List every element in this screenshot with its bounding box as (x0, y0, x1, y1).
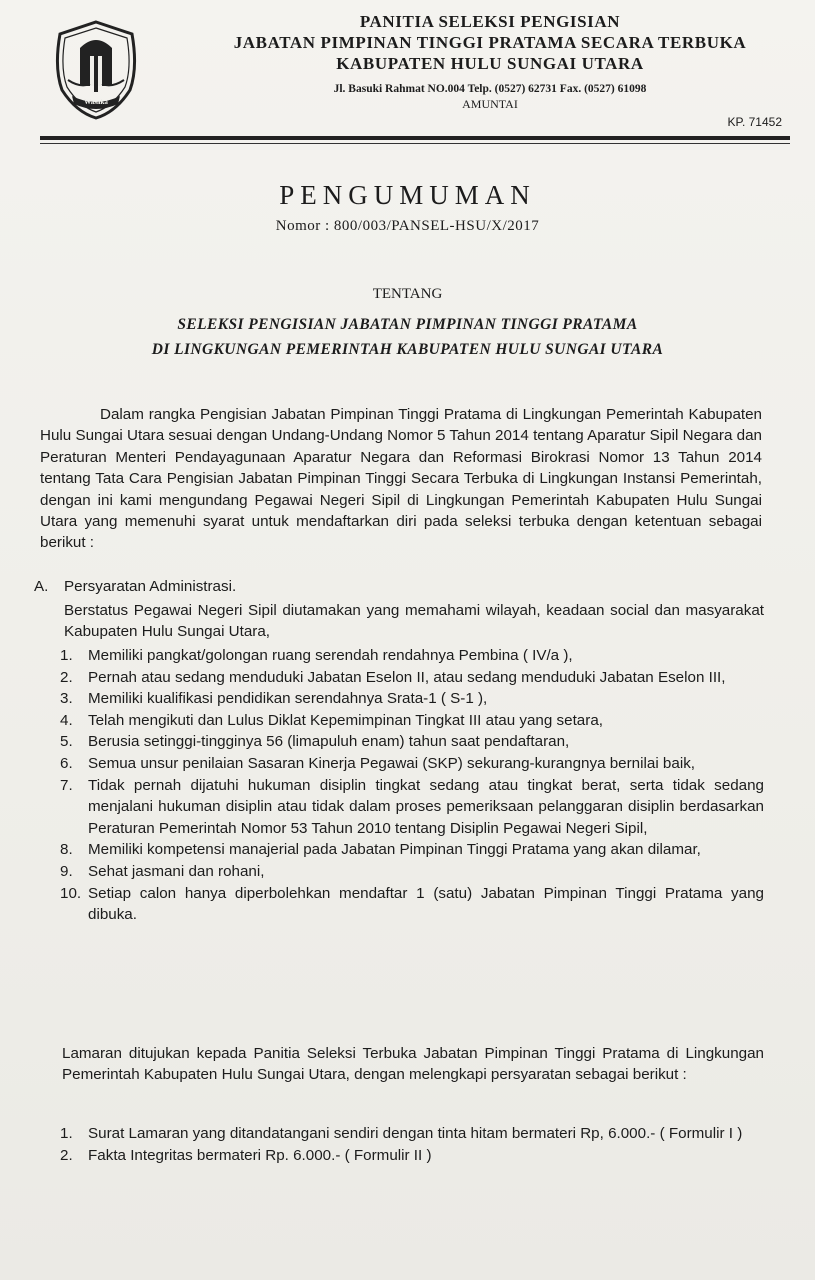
list-item-text: Pernah atau sedang menduduki Jabatan Eselon II, atau sedang menduduki Jabatan Eselon III, (88, 668, 726, 686)
list-item-number: 8. (60, 841, 73, 859)
list-item-text: Memiliki kompetensi manajerial pada Jabatan Pimpinan Tinggi Pratama yang akan dilamar, (88, 841, 701, 859)
subject-line-2: DI LINGKUNGAN PEMERINTAH KABUPATEN HULU SUNGAI UTARA (151, 341, 664, 358)
list-item (60, 710, 764, 732)
list-item-number: 4. (60, 711, 73, 729)
list-item (60, 775, 764, 840)
list-item-number: 10. (60, 884, 82, 902)
requirements-list (60, 645, 764, 926)
list-item-text: Telah mengikuti dan Lulus Diklat Kepemimpinan Tingkat III atau yang setara, (88, 711, 603, 729)
list-item-number: 3. (60, 690, 73, 708)
list-item (60, 861, 764, 883)
list-item-text: Surat Lamaran yang ditandatangani sendiri dengan tinta hitam bermateri Rp, 6.000.- ( Formulir I ) (88, 1125, 743, 1142)
application-requirements-list (60, 1123, 764, 1166)
header-divider-thin (40, 143, 790, 144)
list-item-number: 1. (60, 647, 73, 664)
header-city: AMUNTAI (462, 97, 518, 111)
header-committee-name: PANITIA SELEKSI PENGISIAN (359, 12, 621, 31)
list-item-text: Sehat jasmani dan rohani, (88, 862, 265, 880)
regency-emblem-logo (50, 18, 142, 120)
document-title: PENGUMUMAN (279, 180, 536, 210)
header-address: Jl. Basuki Rahmat NO.004 Telp. (0527) 62731 Fax. (0527) 61098 (333, 83, 647, 95)
list-item-text: Berusia setinggi-tingginya 56 (limapuluh enam) tahun saat pendaftaran, (88, 733, 570, 751)
list-item-text: Tidak pernah dijatuhi hukuman disiplin tingkat sedang atau tingkat berat, serta tidak sedang menjalani hukuman disiplin atau tidak dalam proses pemeriksaan pelanggaran disiplin berdasarkan Peraturan Pemerintah Nomor 53 Tahun 2010 tentang Disiplin Pegawai Negeri Sipil, (88, 776, 764, 837)
list-item-number: 2. (60, 668, 73, 686)
application-paragraph: Lamaran ditujukan kepada Panitia Seleksi Terbuka Jabatan Pimpinan Tinggi Pratama di Lingkungan Pemerintah Kabupaten Hulu Sungai Utara, dengan melengkapi persyaratan sebagai berikut : (62, 1045, 764, 1084)
list-item (60, 839, 764, 861)
list-item (60, 1145, 764, 1167)
section-a-title: Persyaratan Administrasi. (64, 578, 237, 595)
list-item-number: 1. (60, 1125, 73, 1142)
section-a-heading (34, 578, 236, 595)
list-item-text: Fakta Integritas bermateri Rp. 6.000.- ( Formulir II ) (88, 1146, 432, 1164)
list-item-text: Memiliki pangkat/golongan ruang serendah rendahnya Pembina ( IV/a ), (88, 647, 573, 664)
header-regency-name: KABUPATEN HULU SUNGAI UTARA (336, 54, 644, 73)
intro-paragraph: Dalam rangka Pengisian Jabatan Pimpinan Tinggi Pratama di Lingkungan Pemerintah Kabupaten Hulu Sungai Utara sesuai dengan Undang-Undang Nomor 5 Tahun 2014 tentang Aparatur Sipil Negara dan Peraturan Menteri Pendayagunaan Aparatur Negara dan Reformasi Birokrasi Nomor 13 Tahun 2014 tentang Tata Cara Pengisian Jabatan Pimpinan Tinggi Secara Terbuka di Lingkungan Instansi Pemerintah, dengan ini kami mengundang Pegawai Negeri Sipil di Lingkungan Pemerintah Kabupaten Hulu Sungai Utara yang memenuhi syarat untuk mendaftarkan diri pada seleksi terbuka dengan ketentuan sebagai berikut : (40, 406, 762, 552)
list-item-number: 2. (60, 1146, 73, 1164)
document-number: Nomor : 800/003/PANSEL-HSU/X/2017 (275, 218, 540, 234)
section-a-intro: Berstatus Pegawai Negeri Sipil diutamakan yang memahami wilayah, keadaan social dan masyarakat Kabupaten Hulu Sungai Utara, (64, 602, 764, 641)
header-divider-thick (40, 136, 790, 140)
list-item-text: Setiap calon hanya diperbolehkan mendaftar 1 (satu) Jabatan Pimpinan Tinggi Pratama yang dibuka. (88, 884, 764, 924)
logo-motto: Wasaka (84, 98, 108, 106)
postal-code: KP. 71452 (727, 115, 782, 129)
list-item-number: 5. (60, 733, 73, 751)
subject-label: TENTANG (372, 286, 443, 302)
list-item (60, 688, 764, 710)
list-item (60, 883, 764, 926)
list-item-number: 6. (60, 754, 73, 772)
list-item (60, 1123, 764, 1145)
section-a-label: A. (34, 578, 49, 595)
list-item (60, 667, 764, 689)
list-item (60, 731, 764, 753)
list-item-text: Memiliki kualifikasi pendidikan serendahnya Srata-1 ( S-1 ), (88, 690, 488, 708)
list-item (60, 645, 764, 667)
list-item-text: Semua unsur penilaian Sasaran Kinerja Pegawai (SKP) sekurang-kurangnya bernilai baik, (88, 754, 696, 772)
subject-line-1: SELEKSI PENGISIAN JABATAN PIMPINAN TINGGI PRATAMA (177, 316, 638, 333)
header-position-title: JABATAN PIMPINAN TINGGI PRATAMA SECARA TERBUKA (233, 33, 747, 52)
list-item-number: 9. (60, 862, 73, 880)
list-item-number: 7. (60, 776, 73, 794)
list-item (60, 753, 764, 775)
